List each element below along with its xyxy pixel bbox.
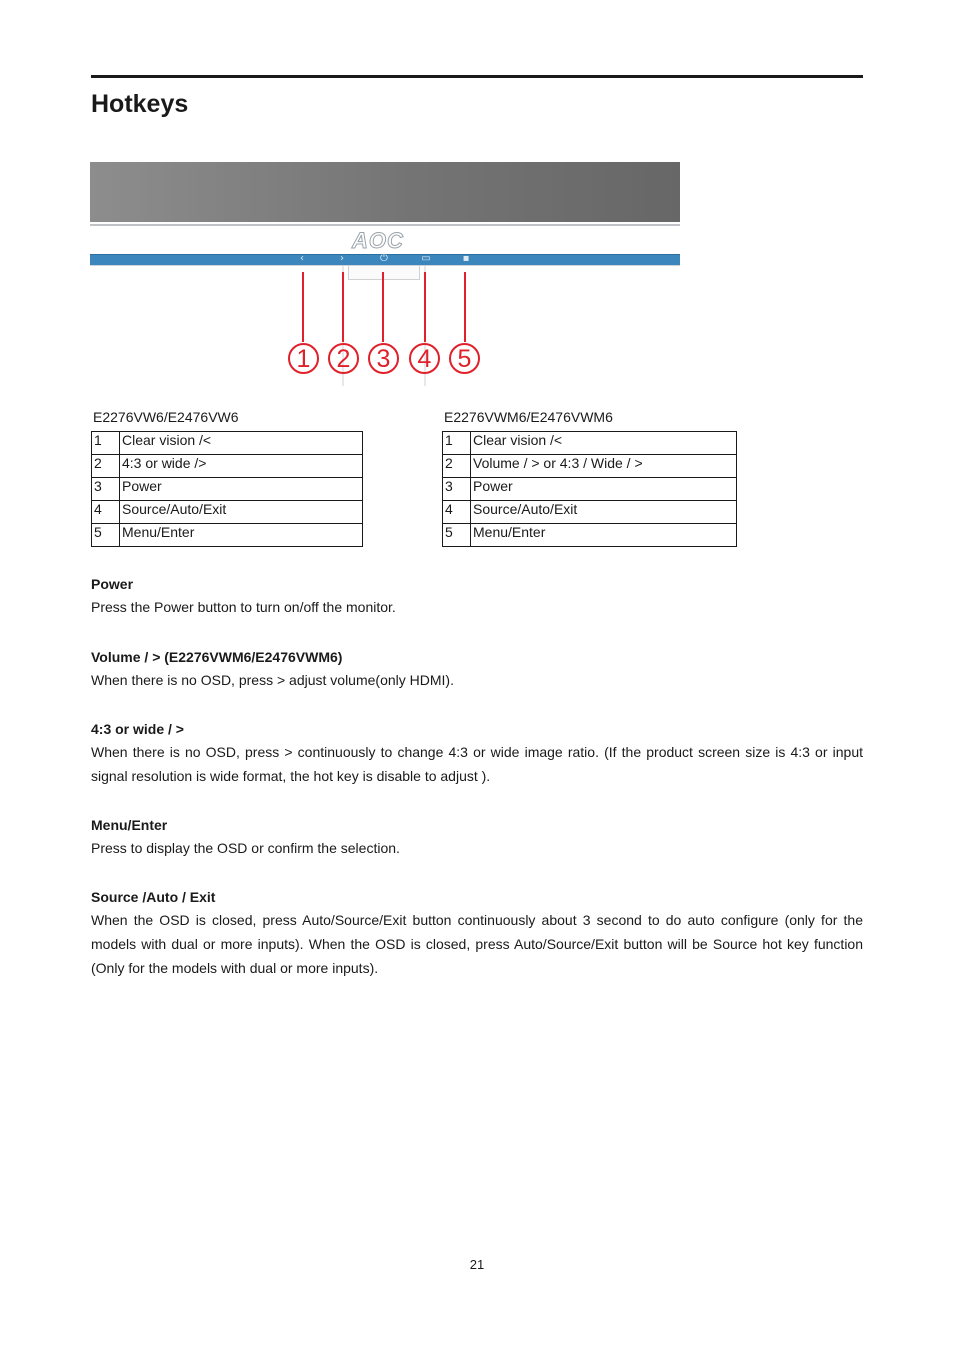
section-heading-menu: Menu/Enter: [91, 817, 168, 833]
row-number: 3: [443, 478, 471, 501]
section-text-volume: When there is no OSD, press > adjust volume(only HDMI).: [91, 672, 454, 688]
row-number: 3: [92, 478, 120, 501]
leader-line-2: [342, 272, 344, 342]
row-number: 5: [92, 524, 120, 547]
section-heading-power: Power: [91, 576, 134, 592]
row-label: Power: [120, 478, 363, 501]
page-title: Hotkeys: [91, 90, 189, 118]
section-heading-volume: Volume / > (E2276VWM6/E2476VWM6): [91, 649, 343, 665]
table-row: [443, 524, 737, 547]
leader-line-4: [424, 272, 426, 342]
row-label: Clear vision /<: [471, 432, 737, 455]
brand-logo: AOC: [352, 228, 404, 253]
section-text-source: When the OSD is closed, press Auto/Source/Exit button continuously about 3 second to do auto configure (only for the models with dual or more inputs). When the OSD is closed, press Auto/Source/Exit button will be Source hot key function (Only for the models with dual or more inputs).: [91, 912, 863, 976]
row-label: Source/Auto/Exit: [471, 501, 737, 524]
row-number: 1: [92, 432, 120, 455]
table-2-model-label: E2276VWM6/E2476VWM6: [444, 409, 613, 425]
monitor-stand: [348, 266, 420, 280]
callout-4: 4: [409, 343, 440, 374]
hotkey-table-1: [91, 431, 363, 547]
table-row: [92, 432, 363, 455]
row-label: Menu/Enter: [471, 524, 737, 547]
monitor-bezel: [90, 224, 680, 226]
section-text-aspect: When there is no OSD, press > continuously to change 4:3 or wide image ratio. (If the product screen size is 4:3 or input signal resolution is wide format, the hot key is disable to adjust ).: [91, 744, 863, 784]
table-row: [92, 501, 363, 524]
table-row: [443, 432, 737, 455]
callout-5: 5: [449, 343, 480, 374]
table-row: [443, 501, 737, 524]
row-number: 2: [443, 455, 471, 478]
callout-2: 2: [328, 343, 359, 374]
page-number: 21: [469, 1257, 485, 1272]
hotkey-table-2: [442, 431, 737, 547]
leader-line-5: [464, 272, 466, 342]
row-number: 5: [443, 524, 471, 547]
row-label: Menu/Enter: [120, 524, 363, 547]
leader-line-1: [302, 272, 304, 342]
section-heading-aspect: 4:3 or wide / >: [91, 721, 184, 737]
table-row: [443, 455, 737, 478]
row-number: 1: [443, 432, 471, 455]
table-row: [443, 478, 737, 501]
chevron-left-icon: ‹: [300, 253, 304, 264]
row-label: Volume / > or 4:3 / Wide / >: [471, 455, 737, 478]
monitor-screen: [90, 162, 680, 222]
table-row: [92, 524, 363, 547]
row-label: Clear vision /<: [120, 432, 363, 455]
menu-icon: ▪: [462, 253, 470, 264]
section-heading-source: Source /Auto / Exit: [91, 889, 216, 905]
section-text-menu: Press to display the OSD or confirm the selection.: [91, 840, 400, 856]
power-icon: ⏻: [380, 253, 388, 264]
chevron-right-icon: ›: [340, 253, 344, 264]
row-number: 4: [92, 501, 120, 524]
row-label: 4:3 or wide />: [120, 455, 363, 478]
row-number: 4: [443, 501, 471, 524]
row-label: Power: [471, 478, 737, 501]
source-icon: ▭: [421, 253, 431, 264]
section-text-power: Press the Power button to turn on/off the monitor.: [91, 599, 396, 615]
row-number: 2: [92, 455, 120, 478]
callout-1: 1: [288, 343, 319, 374]
table-1-model-label: E2276VW6/E2476VW6: [93, 409, 239, 425]
table-row: [92, 478, 363, 501]
table-row: [92, 455, 363, 478]
monitor-front-illustration: [90, 162, 680, 392]
row-label: Source/Auto/Exit: [120, 501, 363, 524]
callout-3: 3: [368, 343, 399, 374]
leader-line-3: [382, 272, 384, 342]
header-rule: [91, 75, 863, 78]
